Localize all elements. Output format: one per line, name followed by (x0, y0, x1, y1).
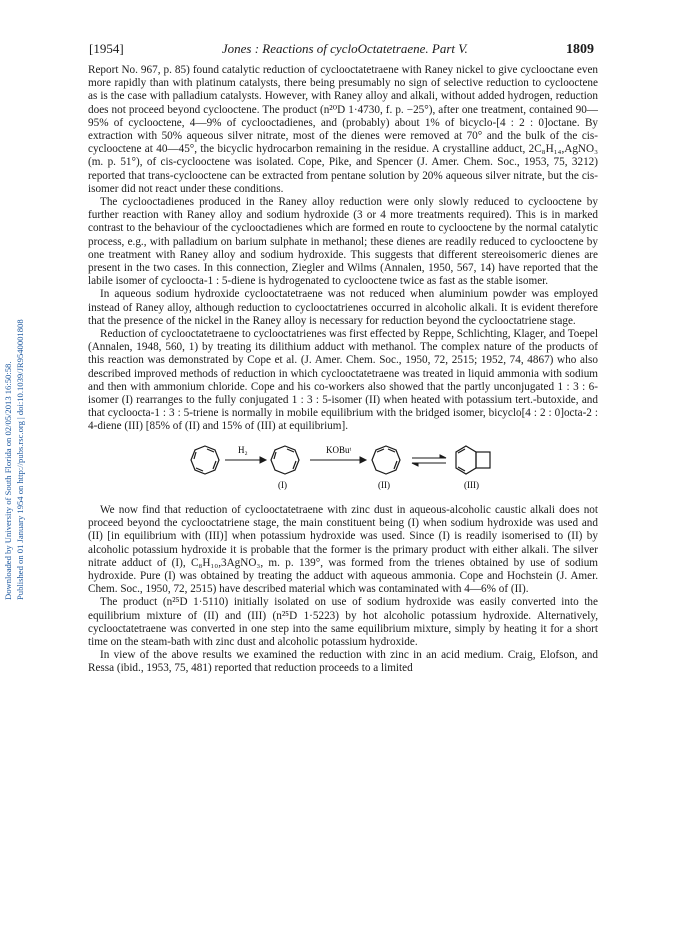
structure-ii (372, 446, 400, 474)
arrow-1 (225, 457, 266, 463)
paragraph-3: In aqueous sodium hydroxide cyclooctatetraene was not reduced when aluminium powder was employed instead of Raney alloy, although reduction to cyclooctatrienes occurred in alcoholic alkali. It is evident therefore that the presence of the nickel in the Raney alloy is necessary for reduction beyond the cyclooctatriene stage. (88, 288, 598, 327)
watermark-line-2: Published on 01 January 1954 on http://pubs.rsc.org | doi:10.1039/JR9540001808 (15, 319, 25, 600)
reagent-kobut: KOBuᵗ (326, 444, 352, 455)
paragraph-4: Reduction of cyclooctatetraene to cyclooctatrienes was first effected by Reppe, Schlichting, Klager, and Toepel (Annalen, 1948, 560, 1) by treating its dilithium adduct with methanol. The complex nature of the products of this reaction was demonstrated by Cope et al. (J. Amer. Chem. Soc., 1950, 72, 2515; 1952, 74, 4867) who also described improved methods of reduction in which cyclooctatetraene was treated in liquid ammonia with sodium and then with ammonium chloride. Cope and his co-workers also showed that the partly unconjugated 1 : 3 : 6-isomer (I) rearranges to the fully conjugated 1 : 3 : 5-isomer (II) when heated with potassium tert.-butoxide, and that cycloocta-1 : 3 : 5-triene is normally in mobile equilibrium with the bridged isomer, bicyclo[4 : 2 : 0]octa-2 : 4-diene (III) [85% of (II) and 15% of (III) at equilibrium]. (88, 328, 598, 433)
header-year: [1954] (89, 41, 124, 56)
reagent-hydrogen: H₂ (238, 444, 248, 455)
equilibrium-arrows (412, 455, 446, 466)
paragraph-7: In view of the above results we examined the reduction with zinc in an acid medium. Craig, Elofson, and Ressa (ibid., 1953, 75, 481) reported that reduction proceeds to a limited (88, 649, 598, 675)
structure-i (271, 446, 299, 474)
paragraph-5: We now find that reduction of cyclooctatetraene with zinc dust in aqueous-alcoholic caustic alkali does not proceed beyond the cyclooctatriene stage, the main constituent being (I) when sodium hydroxide was used and (II) [in equilibrium with (III)] when potassium hydroxide was used. Since (I) is readily isomerised to (II) by alcoholic potassium hydroxide it is probable that the former is the primary product with either alkali. The silver nitrate adduct of (I), C₈H₁₀,3AgNO₃, m. p. 139°, was formed from the trienes obtained by use of sodium hydroxide. Pure (I) was obtained by treating the adduct with aqueous ammonia. Cope and Hochstein (J. Amer. Chem. Soc., 1950, 72, 2515) have described material which was contaminated with 4—6% of (II). (88, 503, 598, 596)
header-title: Jones : Reactions of cycloOctatetraene. Part V. (221, 41, 468, 56)
running-header (89, 41, 594, 59)
label-iii: (III) (464, 479, 479, 490)
reaction-scheme (88, 440, 598, 492)
download-watermark (2, 160, 30, 600)
watermark-line-1: Downloaded by University of South Florida on 02/05/2013 16:50:58. (3, 361, 13, 600)
label-i: (I) (278, 479, 287, 490)
article-body (88, 64, 598, 676)
paragraph-2: The cyclooctadienes produced in the Raney alloy reduction were only slowly reduced to cyclooctene by further reaction with Raney alloy and sodium hydroxide (3 or 4 more treatments required). This is in marked contrast to the behaviour of the cyclooctadienes which are formed en route to cyclooctene by the normal catalytic process, e.g., with palladium on barium sulphate in methanol; these dienes are readily reduced to cyclooctene by one treatment with Raney alloy and sodium hydroxide. This suggests that different stereoisomeric dienes are present in the two cases. In this connection, Ziegler and Wilms (Annalen, 1950, 567, 14) have reported that the labile isomer of cycloocta-1 : 5-diene is hydrogenated to cyclooctene twice as fast as the stable isomer. (88, 196, 598, 288)
cyclooctatetraene-structure (191, 446, 219, 474)
label-ii: (II) (378, 479, 390, 490)
paragraph-6: The product (n²⁵D 1·5110) initially isolated on use of sodium hydroxide was easily converted into the equilibrium mixture of (II) and (III) (n²⁵D 1·5223) by hot alcoholic potassium hydroxide. Alternatively, cyclooctatetraene was converted in one step into the same equilibrium mixture, simply by heating it for a short time on the steam-bath with zinc dust and alcoholic potassium hydroxide. (88, 596, 598, 648)
structure-iii (456, 446, 490, 474)
page-number: 1809 (565, 42, 594, 57)
paragraph-1: Report No. 967, p. 85) found catalytic reduction of cyclooctatetraene with Raney nickel to give cyclooctane even more rapidly than with platinum catalysts, there being presumably no sign of selective reduction to cyclooctene as is the case with palladium catalysts. However, with Raney alloy and alkali, without added hydrogen, reduction does not proceed beyond cyclooctene. The product (n²⁰D 1·4730, f. p. −25°), after one treatment, contained 90—95% of cyclooctene, 4—9% of cyclooctadienes, and (probably) about 1% of bicyclo-[4 : 2 : 0]octane. By extraction with 50% aqueous silver nitrate, most of the dienes were removed at 70° and the bulk of the cis-cyclooctene at 40—45°, the bicyclic hydrocarbon remaining in the residue. A crystalline adduct, 2C₈H₁₄,AgNO₃ (m. p. 51°), of cis-cyclooctene was isolated. Cope, Pike, and Spencer (J. Amer. Chem. Soc., 1953, 75, 3212) reported that trans-cyclooctene can be extracted from pentane solution by 20% aqueous silver nitrate, but the cis-isomer did not react under these conditions. (88, 64, 598, 195)
arrow-2 (310, 457, 366, 463)
